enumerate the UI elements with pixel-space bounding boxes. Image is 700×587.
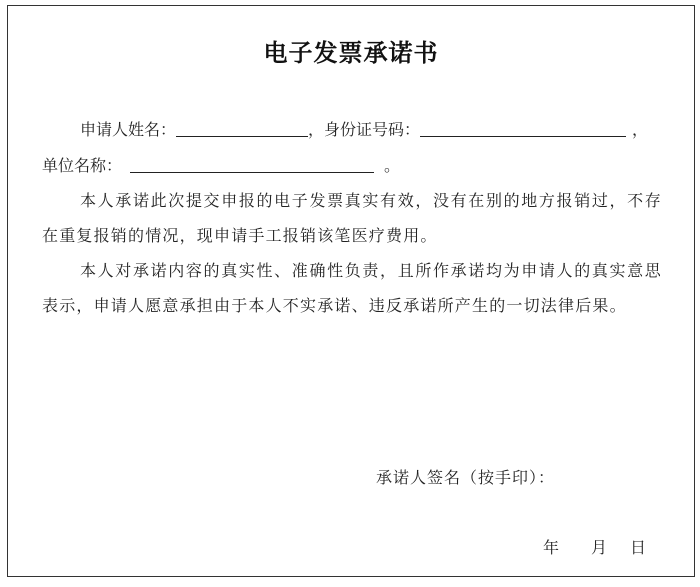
id-label: ，身份证号码： (308, 120, 421, 139)
name-label: 申请人姓名： (80, 120, 177, 139)
date-year-label: 年 (543, 538, 560, 557)
document-title: 电子发票承诺书 (263, 39, 439, 67)
id-number-blank[interactable] (420, 120, 626, 137)
signature-label: 承诺人签名（按手印）： (376, 468, 556, 487)
name-blank[interactable] (176, 120, 308, 137)
applicant-info-line (80, 120, 648, 140)
unit-name-blank[interactable] (130, 156, 374, 173)
commitment-letter (7, 5, 695, 577)
id-trailing-comma: ， (632, 120, 649, 139)
commitment-paragraph-2: 本人对承诺内容的真实性、准确性负责，且所作承诺均为申请人的真实意思表示，申请人愿意承担由于本人不实承诺、违反承诺所产生的一切法律后果。 (42, 261, 662, 315)
unit-info-line (42, 156, 400, 176)
date-day-label: 日 (630, 538, 647, 557)
commitment-paragraph-1: 本人承诺此次提交申报的电子发票真实有效，没有在别的地方报销过，不存在重复报销的情况，现申请手工报销该笔医疗费用。 (42, 191, 662, 245)
unit-trailing-period: 。 (384, 156, 401, 175)
unit-label: 单位名称： (42, 156, 123, 175)
date-month-label: 月 (591, 538, 608, 557)
